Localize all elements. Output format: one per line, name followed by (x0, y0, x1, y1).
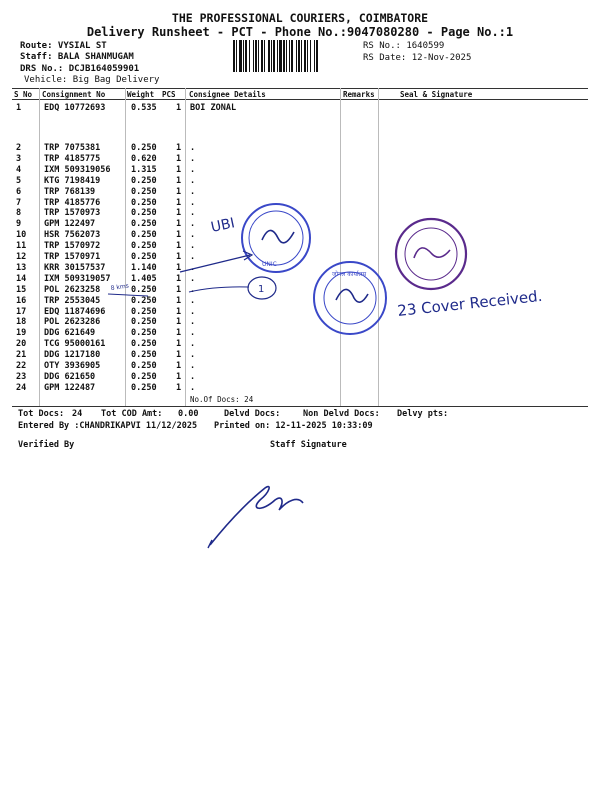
ubi-handwritten: UBI (209, 215, 237, 236)
row-consignee: . (190, 262, 196, 273)
row-weight: 0.535 (131, 103, 157, 113)
barcode-bar (236, 40, 237, 72)
table-row (0, 241, 600, 252)
row-consignee: . (190, 328, 196, 339)
barcode-bar (258, 40, 259, 72)
row-pcs: 1 (176, 103, 182, 113)
table-row (0, 296, 600, 307)
row-pcs: 1 (176, 219, 182, 230)
no-of-docs: No.Of Docs: 24 (190, 395, 254, 404)
barcode-bar (277, 40, 278, 72)
row-sno: 17 (16, 306, 27, 317)
table-row (0, 307, 600, 318)
row-sno: 5 (16, 175, 22, 186)
stamp-two-text: जोनल कार्यालय (332, 271, 367, 278)
table-row (0, 165, 600, 176)
row-sno: 6 (16, 186, 22, 197)
row-sno: 14 (16, 273, 27, 284)
row-consignee: . (190, 252, 196, 262)
row-consignee: . (190, 230, 196, 241)
row-weight: 0.250 (131, 197, 157, 208)
table-row (0, 176, 600, 187)
row-pcs: 1 (176, 284, 182, 295)
row-pcs: 1 (176, 350, 182, 361)
row-consignee: . (190, 382, 196, 393)
staff-signature-scribble (208, 487, 303, 548)
margin-note: 8 kms (110, 282, 130, 292)
row-consignment: EDQ 11874696 (44, 306, 106, 317)
barcode-bar (283, 40, 285, 72)
col-pcs-header: PCS (162, 90, 176, 99)
row-pcs: 1 (176, 262, 182, 273)
row-weight: 0.250 (131, 328, 157, 339)
row-consignee: . (190, 197, 196, 208)
runsheet-title: Delivery Runsheet - PCT - Phone No.:9047080280 - Page No.:1 (86, 25, 514, 39)
table-row (0, 208, 600, 219)
row-weight: 0.250 (131, 382, 157, 393)
row-consignee: . (190, 306, 196, 317)
row-weight: 0.250 (131, 219, 157, 230)
row-consignee: . (190, 361, 196, 371)
row-pcs: 1 (176, 328, 182, 339)
table-row (0, 350, 600, 361)
barcode-bar (310, 40, 311, 72)
row-weight: 0.250 (131, 208, 157, 219)
barcode-bar (264, 40, 265, 72)
row-pcs: 1 (176, 295, 182, 306)
table-row (0, 274, 600, 285)
printed-on: Printed on: 12-11-2025 10:33:09 (214, 421, 373, 431)
table-bottom-rule (12, 406, 588, 407)
table-row (0, 143, 600, 154)
row-consignment: DDG 621649 (44, 328, 96, 339)
row-sno: 19 (16, 328, 27, 339)
row-weight: 0.250 (131, 306, 157, 317)
row-consignment: IXM 509319056 (44, 164, 111, 175)
row-consignee: . (190, 164, 196, 175)
row-consignee: . (190, 153, 196, 164)
row-weight: 0.250 (131, 143, 157, 153)
row-consignee: . (190, 339, 196, 350)
row-consignment: OTY 3936905 (44, 361, 101, 371)
row-pcs: 1 (176, 252, 182, 262)
barcode-bar (249, 40, 250, 72)
delvd-docs-label: Delvd Docs: (224, 409, 281, 419)
row-consignee: . (190, 371, 196, 382)
row-sno: 3 (16, 153, 22, 164)
barcode-bar (268, 40, 270, 72)
row-weight: 0.250 (131, 186, 157, 197)
row-consignment: GPM 122487 (44, 382, 96, 393)
row-sno: 20 (16, 339, 27, 350)
row-weight: 0.250 (131, 371, 157, 382)
row-consignee: . (190, 186, 196, 197)
barcode-bar (261, 40, 263, 72)
row-consignment: TCG 95000161 (44, 339, 106, 350)
row-consignee: . (190, 295, 196, 306)
col-consignee-header: Consignee Details (189, 90, 266, 99)
row-weight: 0.250 (131, 295, 157, 306)
row-consignee: . (190, 284, 196, 295)
row-weight: 0.250 (131, 339, 157, 350)
row-pcs: 1 (176, 230, 182, 241)
row-consignee: . (190, 350, 196, 361)
row-pcs: 1 (176, 143, 182, 153)
row-pcs: 1 (176, 175, 182, 186)
barcode-image (233, 40, 360, 72)
row-pcs: 1 (176, 186, 182, 197)
barcode-bar (304, 40, 306, 72)
barcode-bar (316, 40, 318, 72)
row-pcs: 1 (176, 339, 182, 350)
row-consignee: BOI ZONAL (190, 103, 237, 113)
row-sno: 12 (16, 252, 27, 262)
row-weight: 0.250 (131, 350, 157, 361)
row-consignee: . (190, 175, 196, 186)
table-row (0, 198, 600, 209)
col-consignment-header: Consignment No (42, 90, 106, 99)
table-row (0, 263, 600, 274)
row-pcs: 1 (176, 241, 182, 252)
row-sno: 13 (16, 262, 27, 273)
row-sno: 2 (16, 143, 22, 153)
barcode-bar (243, 40, 244, 72)
row-weight: 0.250 (131, 241, 157, 252)
row-weight: 0.620 (131, 153, 157, 164)
row-pcs: 1 (176, 164, 182, 175)
barcode-bar (239, 40, 242, 72)
row-pcs: 1 (176, 153, 182, 164)
row-weight: 0.250 (131, 284, 157, 295)
tot-cod-value: 0.00 (178, 409, 199, 419)
table-row (0, 361, 600, 372)
barcode-bar (314, 40, 315, 72)
row-sno: 1 (16, 103, 22, 113)
row-pcs: 1 (176, 306, 182, 317)
row-consignee: . (190, 273, 196, 284)
table-row (0, 339, 600, 350)
table-row (0, 372, 600, 383)
staff-label: Staff: BALA SHANMUGAM (20, 52, 134, 62)
table-row (0, 282, 600, 296)
barcode-bar (301, 40, 302, 72)
barcode-bar (289, 40, 290, 72)
vehicle-label: Vehicle: Big Bag Delivery (24, 75, 160, 85)
barcode-bar (307, 40, 308, 72)
barcode-bar (286, 40, 287, 72)
cover-received-note: 23 Cover Received. (396, 286, 544, 320)
barcode-bar (255, 40, 257, 72)
stamp-one-text: UNIC (262, 261, 277, 268)
barcode-bar (279, 40, 282, 72)
row-pcs: 1 (176, 273, 182, 284)
row-consignee: . (190, 208, 196, 219)
row-consignment: TRP 4185776 (44, 197, 101, 208)
row-consignment: KTG 7198419 (44, 175, 101, 186)
circled-one: 1 (258, 284, 265, 295)
barcode-bar (298, 40, 300, 72)
row-pcs: 1 (176, 371, 182, 382)
row-sno: 11 (16, 241, 27, 252)
tot-cod-label: Tot COD Amt: (101, 409, 163, 419)
row-weight: 0.250 (131, 230, 157, 241)
row-consignment: TRP 1570972 (44, 241, 101, 252)
row-pcs: 1 (176, 382, 182, 393)
row-pcs: 1 (176, 208, 182, 219)
table-row (0, 187, 600, 198)
row-weight: 1.315 (131, 164, 157, 175)
table-row (0, 328, 600, 339)
row-consignee: . (190, 317, 196, 328)
row-consignment: TRP 2553045 (44, 295, 101, 306)
col-weight-header: Weight (127, 90, 155, 99)
barcode-bar (273, 40, 275, 72)
barcode-bar (296, 40, 297, 72)
row-weight: 1.405 (131, 273, 157, 284)
table-row (0, 103, 600, 114)
row-sno: 7 (16, 197, 22, 208)
row-consignee: . (190, 219, 196, 230)
row-sno: 15 (16, 284, 27, 295)
col-sno-header: S No (14, 90, 33, 99)
route-label: Route: VYSIAL ST (20, 41, 107, 51)
row-consignment: TRP 768139 (44, 186, 96, 197)
row-sno: 24 (16, 382, 27, 393)
table-row (0, 154, 600, 165)
tot-docs-value: 24 (72, 409, 83, 419)
staff-signature-label: Staff Signature (270, 440, 347, 450)
row-consignment: HSR 7562073 (44, 230, 101, 241)
row-consignee: . (190, 241, 196, 252)
row-pcs: 1 (176, 361, 182, 371)
row-sno: 21 (16, 350, 27, 361)
row-weight: 0.250 (131, 175, 157, 186)
row-consignment: EDQ 10772693 (44, 103, 106, 113)
table-top-rule (12, 88, 588, 89)
row-consignment: TRP 1570973 (44, 208, 101, 219)
table-row (0, 383, 600, 394)
barcode-bar (271, 40, 272, 72)
row-consignment: TRP 1570971 (44, 252, 101, 262)
row-consignment: DDG 621650 (44, 371, 96, 382)
company-name: THE PROFESSIONAL COURIERS, COIMBATORE (171, 11, 429, 25)
delvy-pts-label: Delvy pts: (397, 409, 449, 419)
row-weight: 0.250 (131, 361, 157, 371)
row-sno: 23 (16, 371, 27, 382)
row-consignment: TRP 4185775 (44, 153, 101, 164)
barcode-bar (245, 40, 247, 72)
entered-by: Entered By :CHANDRIKAPVI 11/12/2025 (18, 421, 198, 431)
table-header-rule (12, 99, 588, 100)
row-consignment: POL 2623258 (44, 284, 101, 295)
row-sno: 18 (16, 317, 27, 328)
row-sno: 4 (16, 164, 22, 175)
barcode-bar (291, 40, 293, 72)
row-weight: 0.250 (131, 252, 157, 262)
rs-date: RS Date: 12-Nov-2025 (363, 53, 472, 63)
table-row (0, 317, 600, 328)
row-sno: 22 (16, 361, 27, 371)
col-seal-header: Seal & Signature (400, 90, 473, 99)
row-consignment: IXM 509319057 (44, 273, 111, 284)
row-weight: 1.140 (131, 262, 157, 273)
drs-number: DRS No.: DCJB164059901 (20, 64, 140, 74)
row-consignment: DDG 1217180 (44, 350, 101, 361)
row-consignment: KRR 30157537 (44, 262, 106, 273)
tot-docs-label: Tot Docs: (18, 409, 65, 419)
verified-by-label: Verified By (18, 440, 75, 450)
row-consignment: POL 2623286 (44, 317, 101, 328)
non-delvd-docs-label: Non Delvd Docs: (303, 409, 380, 419)
col-remarks-header: Remarks (343, 90, 375, 99)
table-row (0, 252, 600, 263)
table-row (0, 219, 600, 230)
row-sno: 9 (16, 219, 22, 230)
row-weight: 0.250 (131, 317, 157, 328)
row-sno: 8 (16, 208, 22, 219)
row-consignment: GPM 122497 (44, 219, 96, 230)
row-sno: 16 (16, 295, 27, 306)
row-pcs: 1 (176, 197, 182, 208)
row-consignee: . (190, 143, 196, 153)
row-sno: 10 (16, 230, 27, 241)
barcode-bar (253, 40, 254, 72)
rs-number: RS No.: 1640599 (363, 41, 445, 51)
table-row (0, 230, 600, 241)
row-pcs: 1 (176, 317, 182, 328)
row-consignment: TRP 7075381 (44, 143, 101, 153)
barcode-bar (233, 40, 235, 72)
